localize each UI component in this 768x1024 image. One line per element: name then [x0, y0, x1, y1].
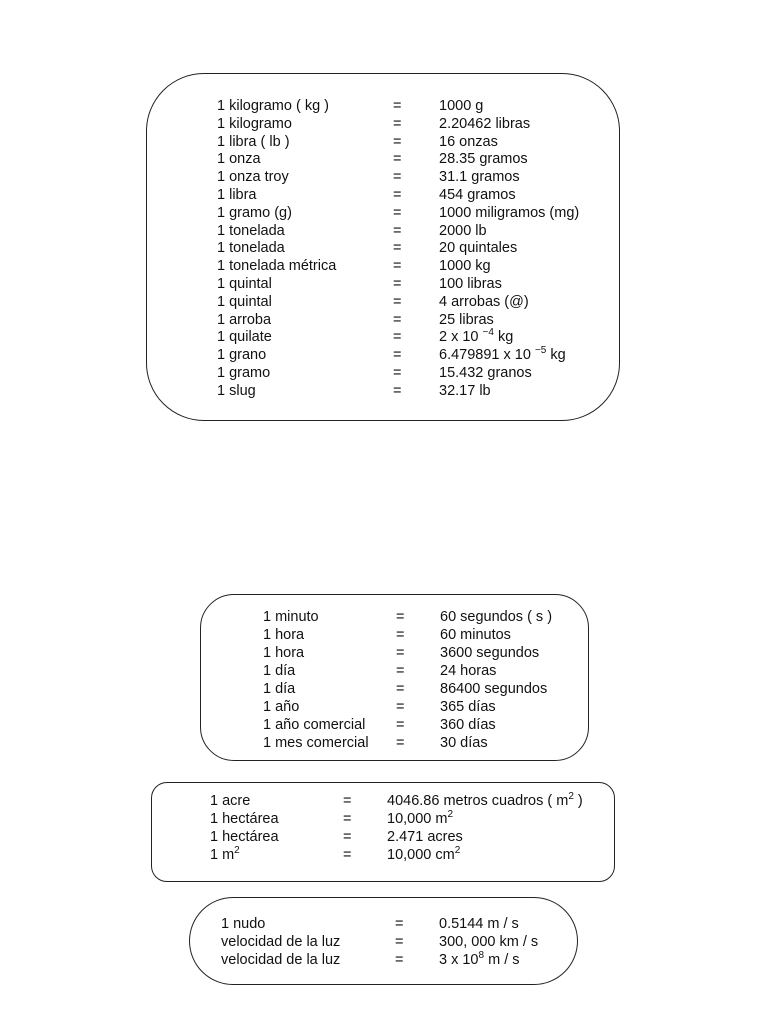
- rhs-text: 10,000 cm: [387, 847, 455, 863]
- equals-sign: =: [393, 329, 402, 346]
- equals-sign: =: [343, 793, 352, 809]
- unit-value: [439, 346, 566, 364]
- equals-sign: =: [393, 347, 402, 364]
- equals-sign: =: [393, 133, 402, 150]
- conversion-row: [147, 275, 619, 293]
- unit-label: 1 gramo: [217, 365, 271, 381]
- equals-sign: =: [393, 169, 402, 186]
- conversion-row: [152, 810, 614, 828]
- equals-sign: =: [393, 258, 402, 275]
- unit-label: 1 onza troy: [217, 169, 289, 186]
- conversion-row: [147, 293, 619, 311]
- exponent: −5: [534, 345, 547, 357]
- time-conversion-box: [200, 594, 589, 761]
- equals-sign: =: [393, 382, 402, 399]
- unit-label: 1 libra: [217, 187, 257, 203]
- unit-label: 1 libra ( lb ): [217, 133, 290, 150]
- unit-value: 1000 kg: [439, 258, 491, 275]
- equals-sign: =: [343, 847, 352, 863]
- conversion-row: [147, 257, 619, 275]
- unit-value: 15.432 granos: [439, 365, 532, 381]
- conversion-row: [147, 204, 619, 222]
- unit-label: velocidad de la luz: [221, 934, 341, 950]
- conversion-row: [190, 915, 577, 933]
- unit-value: 16 onzas: [439, 133, 498, 150]
- equals-sign: =: [393, 240, 402, 257]
- unit-value: 28.35 gramos: [439, 151, 528, 168]
- mass-conversion-box: [146, 73, 620, 421]
- rhs-suffix: kg: [493, 329, 514, 346]
- unit-label: 1 kilogramo: [217, 115, 292, 132]
- unit-value: [439, 328, 513, 346]
- unit-value: 24 horas: [440, 663, 497, 679]
- conversion-row: [147, 239, 619, 257]
- unit-label: 1 acre: [210, 793, 251, 809]
- unit-label: 1 quintal: [217, 293, 272, 310]
- unit-value: 100 libras: [439, 276, 502, 292]
- conversion-row: [147, 382, 619, 400]
- unit-value: 4 arrobas (@): [439, 293, 529, 310]
- conversion-row: [147, 97, 619, 115]
- equals-sign: =: [396, 699, 405, 715]
- unit-value: 1000 miligramos (mg): [439, 204, 580, 221]
- rhs-suffix: m / s: [484, 952, 520, 968]
- exponent: 2: [568, 791, 574, 802]
- conversion-row: [152, 846, 614, 864]
- unit-value: 365 días: [440, 699, 496, 715]
- unit-value: 3600 segundos: [440, 645, 540, 661]
- conversion-row: [190, 951, 577, 969]
- unit-value: 454 gramos: [439, 187, 516, 203]
- equals-sign: =: [396, 681, 405, 697]
- unit-value: 31.1 gramos: [439, 169, 520, 186]
- unit-value: 20 quintales: [439, 240, 518, 257]
- unit-label: velocidad de la luz: [221, 952, 341, 968]
- conversion-row: [147, 346, 619, 364]
- equals-sign: =: [343, 811, 352, 827]
- equals-sign: =: [395, 916, 404, 932]
- equals-sign: =: [393, 365, 402, 381]
- conversion-row: [201, 626, 588, 644]
- exponent: 2: [454, 845, 461, 856]
- rhs-text: 3 x 10: [439, 952, 479, 968]
- speed-conversion-box: [189, 897, 578, 985]
- unit-label: 1 kilogramo ( kg ): [217, 98, 330, 114]
- conversion-row: [201, 644, 588, 662]
- unit-value: 32.17 lb: [439, 382, 491, 399]
- conversion-row: [147, 186, 619, 204]
- conversion-row: [147, 115, 619, 133]
- equals-sign: =: [396, 735, 405, 751]
- equals-sign: =: [395, 934, 404, 950]
- unit-label: 1 grano: [217, 347, 267, 364]
- unit-label: 1 onza: [217, 151, 261, 168]
- exponent: −4: [482, 327, 494, 339]
- equals-sign: =: [393, 311, 402, 328]
- unit-label: 1 hora: [263, 627, 305, 643]
- unit-value: 300, 000 km / s: [439, 934, 539, 950]
- unit-value: 1000 g: [439, 98, 484, 114]
- unit-label: 1 minuto: [263, 609, 319, 625]
- unit-value: 2000 lb: [439, 222, 487, 239]
- unit-value: 60 minutos: [440, 627, 511, 643]
- conversion-row: [147, 150, 619, 168]
- conversion-row: [147, 328, 619, 346]
- unit-label: 1 nudo: [221, 916, 266, 932]
- equals-sign: =: [393, 222, 402, 239]
- equals-sign: =: [393, 151, 402, 168]
- area-conversion-box: [151, 782, 615, 882]
- equals-sign: =: [396, 627, 405, 643]
- equals-sign: =: [393, 98, 402, 114]
- unit-value: 2.471 acres: [387, 829, 463, 845]
- equals-sign: =: [393, 204, 402, 221]
- unit-label: 1 quilate: [217, 329, 272, 346]
- equals-sign: =: [396, 663, 405, 679]
- unit-label: 1 año: [263, 699, 300, 715]
- unit-value: 2.20462 libras: [439, 115, 531, 132]
- equals-sign: =: [393, 276, 402, 292]
- unit-value: 0.5144 m / s: [439, 916, 519, 932]
- unit-label: 1 arroba: [217, 311, 272, 328]
- conversion-row: [201, 734, 588, 752]
- unit-value: [439, 951, 520, 969]
- unit-value: 60 segundos ( s ): [440, 609, 553, 625]
- unit-value: 86400 segundos: [440, 681, 548, 697]
- equals-sign: =: [393, 293, 402, 310]
- unit-label: 1 hora: [263, 645, 305, 661]
- equals-sign: =: [396, 609, 405, 625]
- rhs-text: 2 x 10: [439, 329, 483, 346]
- conversion-row: [201, 680, 588, 698]
- rhs-text: 4046.86 metros cuadros ( m: [387, 793, 569, 809]
- conversion-row: [201, 662, 588, 680]
- conversion-row: [147, 168, 619, 186]
- rhs-text: 6.479891 x 10: [439, 347, 535, 364]
- unit-label: 1 gramo (g): [217, 204, 292, 221]
- conversion-row: [152, 792, 614, 810]
- unit-value: [387, 846, 460, 864]
- conversion-row: [190, 933, 577, 951]
- unit-label: 1 tonelada métrica: [217, 258, 337, 275]
- conversion-row: [147, 133, 619, 151]
- rhs-text: 10,000 m: [387, 811, 448, 827]
- exponent: 2: [447, 809, 454, 820]
- unit-label: 1 hectárea: [210, 811, 279, 827]
- unit-label: 1 slug: [217, 382, 256, 399]
- conversion-row: [152, 828, 614, 846]
- unit-label: [210, 846, 240, 864]
- unit-label: 1 día: [263, 663, 296, 679]
- equals-sign: =: [396, 717, 405, 733]
- exponent: 8: [478, 950, 485, 961]
- unit-label: 1 día: [263, 681, 296, 697]
- unit-value: [387, 792, 583, 810]
- unit-label: 1 mes comercial: [263, 735, 369, 751]
- equals-sign: =: [343, 829, 352, 845]
- unit-label: 1 año comercial: [263, 717, 366, 733]
- unit-label: 1 hectárea: [210, 829, 279, 845]
- unit-value: [387, 810, 453, 828]
- conversion-row: [201, 698, 588, 716]
- conversion-row: [147, 222, 619, 240]
- unit-value: 360 días: [440, 717, 496, 733]
- conversion-row: [147, 311, 619, 329]
- conversion-row: [201, 608, 588, 626]
- equals-sign: =: [396, 645, 405, 661]
- unit-label: 1 tonelada: [217, 222, 285, 239]
- equals-sign: =: [393, 187, 402, 203]
- exponent: 2: [234, 845, 240, 856]
- rhs-suffix: ): [573, 793, 583, 809]
- unit-label: 1 quintal: [217, 276, 272, 292]
- unit-value: 30 días: [440, 735, 488, 751]
- equals-sign: =: [395, 952, 404, 968]
- unit-value: 25 libras: [439, 311, 494, 328]
- conversion-row: [201, 716, 588, 734]
- rhs-suffix: kg: [546, 347, 566, 364]
- lhs-text: 1 m: [210, 847, 235, 863]
- equals-sign: =: [393, 115, 402, 132]
- conversion-row: [147, 364, 619, 382]
- unit-label: 1 tonelada: [217, 240, 285, 257]
